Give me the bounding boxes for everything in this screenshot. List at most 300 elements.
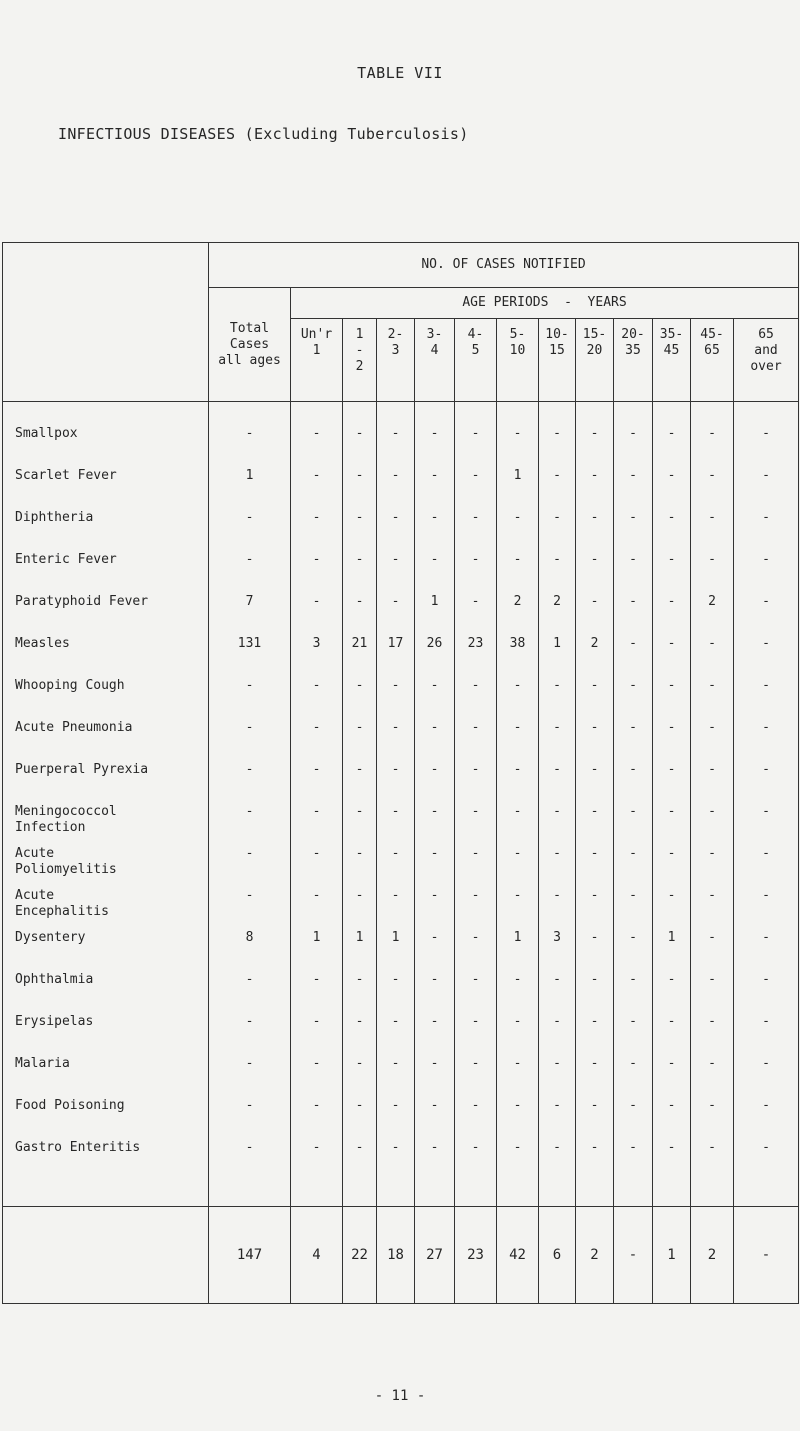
cell-value: - [391, 1140, 400, 1155]
cell-value: - [708, 804, 716, 819]
age-count-cell [343, 552, 377, 594]
cell-value: - [667, 678, 676, 693]
cell-value: 1 [312, 930, 321, 945]
cell-value: 131 [237, 636, 262, 651]
age-count-cell [377, 720, 415, 762]
cell-value: - [471, 1014, 480, 1029]
total-cases-cell [209, 720, 291, 762]
age-count-cell [691, 930, 734, 972]
cell-value: - [762, 468, 770, 483]
cell-value: - [590, 468, 599, 483]
age-count-cell [455, 972, 497, 1014]
table-row [3, 678, 799, 720]
age-count-cell [614, 402, 653, 469]
cell-value: - [430, 972, 439, 987]
age-count-cell [415, 804, 455, 846]
age-count-cell [539, 888, 576, 930]
cell-value: - [629, 720, 637, 735]
cell-value: - [513, 972, 522, 987]
cell-value: 1 [391, 930, 400, 945]
age-count-cell [539, 468, 576, 510]
age-count-cell [734, 1140, 799, 1207]
cell-value: - [430, 552, 439, 567]
age-count-cell [691, 510, 734, 552]
age-total-cell: 22 [343, 1207, 377, 1304]
cell-value: - [590, 1014, 599, 1029]
age-count-cell [377, 930, 415, 972]
age-count-cell [691, 1098, 734, 1140]
age-count-cell [377, 636, 415, 678]
grand-total-cell: 147 [209, 1207, 291, 1304]
cell-value: - [667, 888, 676, 903]
cell-value: - [245, 762, 254, 777]
table-row [3, 552, 799, 594]
age-header-6: 10- 15 [539, 319, 576, 402]
age-count-cell [377, 678, 415, 720]
cell-value: - [355, 1014, 364, 1029]
disease-name: Malaria [3, 1056, 209, 1098]
age-count-cell [377, 1140, 415, 1207]
total-cases-cell [209, 1098, 291, 1140]
age-count-cell [415, 678, 455, 720]
age-total-cell: 6 [539, 1207, 576, 1304]
cell-value: 1 [245, 468, 254, 483]
age-count-cell [497, 402, 539, 469]
age-count-cell [576, 1140, 614, 1207]
cell-value: - [312, 468, 321, 483]
age-count-cell [343, 846, 377, 888]
age-total-cell: 1 [653, 1207, 691, 1304]
notifications-table-container [2, 242, 798, 1304]
age-count-cell [691, 720, 734, 762]
age-count-cell [415, 402, 455, 469]
cell-value: - [471, 720, 480, 735]
age-count-cell [291, 402, 343, 469]
cell-value: - [391, 1056, 400, 1071]
cell-value: - [629, 1140, 637, 1155]
cell-value: - [355, 1056, 364, 1071]
age-count-cell [539, 594, 576, 636]
page-subtitle: INFECTIOUS DISEASES (Excluding Tuberculosis) [58, 125, 469, 143]
cell-value: - [513, 1098, 522, 1113]
cell-value: - [245, 888, 254, 903]
age-count-cell [691, 1014, 734, 1056]
cell-value: - [355, 1098, 364, 1113]
cell-value: - [245, 846, 254, 861]
cell-value: - [762, 678, 770, 693]
disease-name: Dysentery [3, 930, 209, 972]
age-count-cell [691, 402, 734, 469]
cell-value: - [355, 426, 364, 441]
cell-value: - [391, 972, 400, 987]
disease-name: Ophthalmia [3, 972, 209, 1014]
cell-value: - [708, 762, 716, 777]
age-count-cell [539, 720, 576, 762]
age-count-cell [291, 804, 343, 846]
table-row [3, 972, 799, 1014]
age-count-cell [415, 930, 455, 972]
age-count-cell [539, 552, 576, 594]
cell-value: - [667, 1014, 676, 1029]
age-count-cell [691, 594, 734, 636]
total-cases-cell [209, 402, 291, 469]
cell-value: - [708, 678, 716, 693]
age-count-cell [497, 888, 539, 930]
cell-value: - [553, 552, 561, 567]
cell-value: - [667, 510, 676, 525]
table-row [3, 846, 799, 888]
age-count-cell [576, 888, 614, 930]
age-count-cell [691, 804, 734, 846]
age-count-cell [455, 888, 497, 930]
age-count-cell [497, 1014, 539, 1056]
cell-value: - [762, 930, 770, 945]
age-count-cell [576, 762, 614, 804]
cell-value: - [667, 804, 676, 819]
age-count-cell [343, 762, 377, 804]
age-count-cell [291, 846, 343, 888]
table-row [3, 1056, 799, 1098]
age-count-cell [653, 594, 691, 636]
disease-name: Acute Poliomyelitis [3, 846, 209, 888]
age-count-cell [377, 510, 415, 552]
cell-value: - [762, 510, 770, 525]
cell-value: - [245, 804, 254, 819]
age-count-cell [734, 468, 799, 510]
age-header-1: 1 - 2 [343, 319, 377, 402]
age-count-cell [455, 636, 497, 678]
age-total-cell: 18 [377, 1207, 415, 1304]
cell-value: - [245, 1056, 254, 1071]
cell-value: - [590, 804, 599, 819]
cell-value: 3 [553, 930, 561, 945]
age-count-cell [734, 930, 799, 972]
age-count-cell [576, 1014, 614, 1056]
age-header-4: 4- 5 [455, 319, 497, 402]
age-count-cell [734, 510, 799, 552]
cell-value: - [471, 762, 480, 777]
totals-label-cell [3, 1207, 209, 1304]
total-cases-cell [209, 1140, 291, 1207]
age-count-cell [343, 804, 377, 846]
cell-value: - [513, 720, 522, 735]
cell-value: - [553, 804, 561, 819]
cell-value: - [245, 1140, 254, 1155]
cell-value: - [629, 930, 637, 945]
disease-header-cell [3, 243, 209, 402]
table-row [3, 402, 799, 469]
cell-value: - [629, 1014, 637, 1029]
cell-value: - [629, 468, 637, 483]
cell-value: - [430, 846, 439, 861]
cell-value: 23 [467, 636, 484, 651]
age-count-cell [653, 402, 691, 469]
age-count-cell [291, 552, 343, 594]
cell-value: - [513, 1140, 522, 1155]
age-count-cell [653, 468, 691, 510]
cell-value: - [762, 426, 770, 441]
cell-value: - [312, 1056, 321, 1071]
cell-value: 8 [245, 930, 254, 945]
cell-value: - [245, 678, 254, 693]
cell-value: - [355, 762, 364, 777]
age-count-cell [614, 1098, 653, 1140]
cell-value: - [667, 552, 676, 567]
age-count-cell [653, 552, 691, 594]
cell-value: - [708, 720, 716, 735]
age-count-cell [455, 552, 497, 594]
cell-value: - [430, 1140, 439, 1155]
cell-value: - [667, 426, 676, 441]
age-count-cell [576, 972, 614, 1014]
age-header-7: 15- 20 [576, 319, 614, 402]
disease-name: Whooping Cough [3, 678, 209, 720]
age-count-cell [734, 1098, 799, 1140]
age-count-cell [497, 930, 539, 972]
age-total-cell: - [734, 1207, 799, 1304]
disease-name: Measles [3, 636, 209, 678]
age-header-2: 2- 3 [377, 319, 415, 402]
cell-value: - [312, 1014, 321, 1029]
cell-value: - [312, 972, 321, 987]
age-count-cell [653, 846, 691, 888]
age-count-cell [291, 1140, 343, 1207]
cell-value: - [312, 1098, 321, 1113]
age-count-cell [734, 1056, 799, 1098]
cell-value: - [762, 762, 770, 777]
cell-value: - [513, 888, 522, 903]
cell-value: - [762, 972, 770, 987]
cell-value: - [762, 1014, 770, 1029]
cell-value: - [513, 1056, 522, 1071]
cell-value: - [391, 888, 400, 903]
cell-value: - [629, 888, 637, 903]
age-count-cell [614, 888, 653, 930]
age-count-cell [291, 720, 343, 762]
total-cases-cell [209, 468, 291, 510]
cell-value: 1 [430, 594, 439, 609]
age-periods-header: AGE PERIODS - YEARS [291, 288, 799, 319]
cell-value: - [762, 1098, 770, 1113]
total-cases-cell [209, 552, 291, 594]
cell-value: - [245, 552, 254, 567]
cell-value: - [312, 552, 321, 567]
total-cases-cell [209, 762, 291, 804]
age-count-cell [343, 1014, 377, 1056]
cell-value: - [629, 972, 637, 987]
cell-value: - [762, 594, 770, 609]
cell-value: 38 [509, 636, 526, 651]
total-cases-cell [209, 972, 291, 1014]
age-count-cell [343, 1140, 377, 1207]
age-count-cell [497, 1140, 539, 1207]
age-count-cell [455, 678, 497, 720]
cell-value: - [312, 678, 321, 693]
cell-value: - [355, 552, 364, 567]
disease-name: Acute Encephalitis [3, 888, 209, 930]
cell-value: - [590, 594, 599, 609]
age-count-cell [734, 594, 799, 636]
cell-value: 1 [513, 930, 522, 945]
age-count-cell [653, 1098, 691, 1140]
cell-value: - [355, 846, 364, 861]
age-count-cell [691, 888, 734, 930]
age-count-cell [539, 972, 576, 1014]
cell-value: - [762, 552, 770, 567]
age-count-cell [576, 720, 614, 762]
age-count-cell [343, 930, 377, 972]
age-count-cell [691, 636, 734, 678]
age-count-cell [291, 1098, 343, 1140]
cell-value: - [513, 426, 522, 441]
cell-value: - [471, 594, 480, 609]
cell-value: - [590, 426, 599, 441]
cell-value: - [708, 846, 716, 861]
age-count-cell [539, 930, 576, 972]
table-row [3, 1140, 799, 1207]
cell-value: - [667, 1056, 676, 1071]
age-count-cell [291, 678, 343, 720]
cell-value: - [590, 1056, 599, 1071]
cell-value: - [629, 594, 637, 609]
age-count-cell [734, 762, 799, 804]
total-cases-cell [209, 1014, 291, 1056]
cell-value: - [245, 1014, 254, 1029]
cell-value: - [553, 468, 561, 483]
table-row [3, 510, 799, 552]
table-row [3, 594, 799, 636]
age-count-cell [377, 1056, 415, 1098]
age-count-cell [343, 1056, 377, 1098]
cell-value: - [312, 762, 321, 777]
age-count-cell [343, 636, 377, 678]
cell-value: 1 [553, 636, 561, 651]
age-count-cell [539, 1098, 576, 1140]
cell-value: - [762, 888, 770, 903]
age-count-cell [691, 678, 734, 720]
disease-name: Acute Pneumonia [3, 720, 209, 762]
cell-value: - [391, 510, 400, 525]
age-count-cell [291, 888, 343, 930]
age-count-cell [539, 510, 576, 552]
cell-value: - [590, 930, 599, 945]
age-count-cell [377, 846, 415, 888]
cell-value: - [590, 972, 599, 987]
cell-value: - [590, 510, 599, 525]
cell-value: - [590, 552, 599, 567]
age-total-cell: - [614, 1207, 653, 1304]
age-count-cell [497, 972, 539, 1014]
age-count-cell [343, 888, 377, 930]
cell-value: - [312, 720, 321, 735]
age-total-cell: 2 [691, 1207, 734, 1304]
cell-value: - [245, 1098, 254, 1113]
disease-name: Paratyphoid Fever [3, 594, 209, 636]
cell-value: - [762, 846, 770, 861]
cell-value: - [553, 678, 561, 693]
age-count-cell [576, 468, 614, 510]
cell-value: - [553, 720, 561, 735]
age-count-cell [653, 804, 691, 846]
age-count-cell [343, 720, 377, 762]
cell-value: - [708, 636, 716, 651]
cell-value: - [629, 804, 637, 819]
age-count-cell [343, 402, 377, 469]
cell-value: - [391, 846, 400, 861]
total-cases-cell [209, 1056, 291, 1098]
cell-value: - [430, 1098, 439, 1113]
cell-value: - [471, 1098, 480, 1113]
cell-value: - [667, 636, 676, 651]
cell-value: 2 [513, 594, 522, 609]
cell-value: - [513, 510, 522, 525]
cell-value: - [590, 1098, 599, 1113]
cell-value: - [471, 426, 480, 441]
total-cases-header: Total Cases all ages [209, 288, 291, 402]
age-count-cell [734, 846, 799, 888]
cell-value: - [391, 1014, 400, 1029]
cell-value: 3 [312, 636, 321, 651]
cell-value: - [629, 1056, 637, 1071]
age-count-cell [576, 1098, 614, 1140]
cell-value: - [513, 1014, 522, 1029]
age-count-cell [455, 804, 497, 846]
cell-value: - [629, 1098, 637, 1113]
age-count-cell [343, 972, 377, 1014]
age-count-cell [497, 1056, 539, 1098]
disease-name: Puerperal Pyrexia [3, 762, 209, 804]
cell-value: - [355, 1140, 364, 1155]
age-count-cell [734, 678, 799, 720]
cell-value: 26 [426, 636, 443, 651]
age-header-10: 45- 65 [691, 319, 734, 402]
cell-value: - [708, 1014, 716, 1029]
age-count-cell [576, 930, 614, 972]
age-header-0: Un'r 1 [291, 319, 343, 402]
cell-value: - [430, 762, 439, 777]
age-count-cell [576, 552, 614, 594]
age-total-cell: 4 [291, 1207, 343, 1304]
age-count-cell [455, 1014, 497, 1056]
cell-value: - [391, 678, 400, 693]
cell-value: - [430, 720, 439, 735]
cell-value: - [590, 846, 599, 861]
age-count-cell [497, 636, 539, 678]
age-count-cell [653, 1014, 691, 1056]
age-header-11: 65 and over [734, 319, 799, 402]
age-count-cell [497, 510, 539, 552]
age-count-cell [691, 1056, 734, 1098]
age-total-cell: 42 [497, 1207, 539, 1304]
age-count-cell [576, 594, 614, 636]
age-count-cell [291, 594, 343, 636]
age-count-cell [691, 762, 734, 804]
cell-value: - [553, 888, 561, 903]
age-count-cell [539, 678, 576, 720]
cell-value: - [513, 678, 522, 693]
cell-value: - [708, 1098, 716, 1113]
cell-value: - [667, 762, 676, 777]
age-count-cell [497, 678, 539, 720]
cell-value: 2 [553, 594, 561, 609]
cell-value: - [312, 510, 321, 525]
age-count-cell [653, 972, 691, 1014]
cell-value: - [708, 1056, 716, 1071]
cell-value: - [762, 1140, 770, 1155]
age-count-cell [415, 762, 455, 804]
age-count-cell [653, 1056, 691, 1098]
age-count-cell [455, 846, 497, 888]
